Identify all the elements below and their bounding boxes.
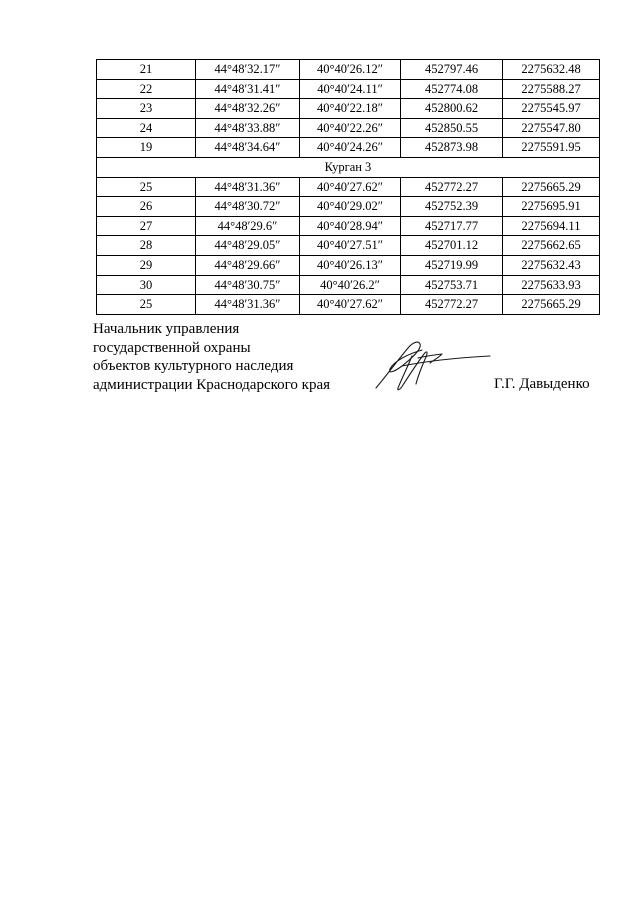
point-number-cell: 25	[97, 295, 196, 315]
y-coordinate-cell: 2275694.11	[503, 216, 600, 236]
table-row	[97, 118, 600, 138]
table-row	[97, 236, 600, 256]
x-coordinate-cell: 452772.27	[401, 177, 503, 197]
latitude-cell: 44°48′32.26″	[196, 99, 300, 119]
latitude-cell: 44°48′31.36″	[196, 295, 300, 315]
point-number-cell: 26	[97, 197, 196, 217]
y-coordinate-cell: 2275547.80	[503, 118, 600, 138]
y-coordinate-cell: 2275591.95	[503, 138, 600, 158]
table-row	[97, 275, 600, 295]
y-coordinate-cell: 2275662.65	[503, 236, 600, 256]
longitude-cell: 40°40′27.51″	[300, 236, 401, 256]
y-coordinate-cell: 2275632.48	[503, 60, 600, 80]
x-coordinate-cell: 452800.62	[401, 99, 503, 119]
latitude-cell: 44°48′31.41″	[196, 79, 300, 99]
point-number-cell: 23	[97, 99, 196, 119]
table-row	[97, 138, 600, 158]
x-coordinate-cell: 452752.39	[401, 197, 503, 217]
table-row	[97, 197, 600, 217]
x-coordinate-cell: 452797.46	[401, 60, 503, 80]
longitude-cell: 40°40′26.2″	[300, 275, 401, 295]
position-line: Начальник управления	[93, 321, 240, 337]
table-row	[97, 99, 600, 119]
position-line: государственной охраны	[93, 339, 251, 356]
table-row	[97, 60, 600, 80]
point-number-cell: 30	[97, 275, 196, 295]
point-number-cell: 22	[97, 79, 196, 99]
longitude-cell: 40°40′22.26″	[300, 118, 401, 138]
point-number-cell: 24	[97, 118, 196, 138]
longitude-cell: 40°40′27.62″	[300, 177, 401, 197]
latitude-cell: 44°48′30.72″	[196, 197, 300, 217]
x-coordinate-cell: 452753.71	[401, 275, 503, 295]
x-coordinate-cell: 452774.08	[401, 79, 503, 99]
latitude-cell: 44°48′31.36″	[196, 177, 300, 197]
point-number-cell: 21	[97, 60, 196, 80]
longitude-cell: 40°40′27.62″	[300, 295, 401, 315]
table-row	[97, 79, 600, 99]
point-number-cell: 19	[97, 138, 196, 158]
point-number-cell: 29	[97, 255, 196, 275]
longitude-cell: 40°40′24.11″	[300, 79, 401, 99]
coordinates-table-body	[97, 60, 600, 315]
longitude-cell: 40°40′26.12″	[300, 60, 401, 80]
latitude-cell: 44°48′29.66″	[196, 255, 300, 275]
latitude-cell: 44°48′34.64″	[196, 138, 300, 158]
latitude-cell: 44°48′33.88″	[196, 118, 300, 138]
x-coordinate-cell: 452873.98	[401, 138, 503, 158]
y-coordinate-cell: 2275588.27	[503, 79, 600, 99]
x-coordinate-cell: 452850.55	[401, 118, 503, 138]
latitude-cell: 44°48′30.75″	[196, 275, 300, 295]
y-coordinate-cell: 2275695.91	[503, 197, 600, 217]
x-coordinate-cell: 452772.27	[401, 295, 503, 315]
section-header-row	[97, 157, 600, 177]
y-coordinate-cell: 2275633.93	[503, 275, 600, 295]
handwritten-signature	[372, 336, 494, 394]
x-coordinate-cell: 452701.12	[401, 236, 503, 256]
position-line: администрации Краснодарского края	[93, 376, 331, 393]
point-number-cell: 27	[97, 216, 196, 236]
signer-name: Г.Г. Давыденко	[494, 376, 590, 392]
point-number-cell: 28	[97, 236, 196, 256]
table-row	[97, 255, 600, 275]
latitude-cell: 44°48′29.05″	[196, 236, 300, 256]
longitude-cell: 40°40′24.26″	[300, 138, 401, 158]
table-row	[97, 295, 600, 315]
section-title: Курган 3	[97, 157, 600, 177]
x-coordinate-cell: 452719.99	[401, 255, 503, 275]
latitude-cell: 44°48′29.6″	[196, 216, 300, 236]
position-line: объектов культурного наследия	[93, 358, 294, 374]
table-row	[97, 177, 600, 197]
longitude-cell: 40°40′29.02″	[300, 197, 401, 217]
official-position	[93, 320, 330, 394]
y-coordinate-cell: 2275665.29	[503, 177, 600, 197]
x-coordinate-cell: 452717.77	[401, 216, 503, 236]
y-coordinate-cell: 2275665.29	[503, 295, 600, 315]
longitude-cell: 40°40′26.13″	[300, 255, 401, 275]
coordinates-table	[96, 59, 600, 315]
y-coordinate-cell: 2275545.97	[503, 99, 600, 119]
point-number-cell: 25	[97, 177, 196, 197]
longitude-cell: 40°40′22.18″	[300, 99, 401, 119]
y-coordinate-cell: 2275632.43	[503, 255, 600, 275]
latitude-cell: 44°48′32.17″	[196, 60, 300, 80]
longitude-cell: 40°40′28.94″	[300, 216, 401, 236]
table-row	[97, 216, 600, 236]
